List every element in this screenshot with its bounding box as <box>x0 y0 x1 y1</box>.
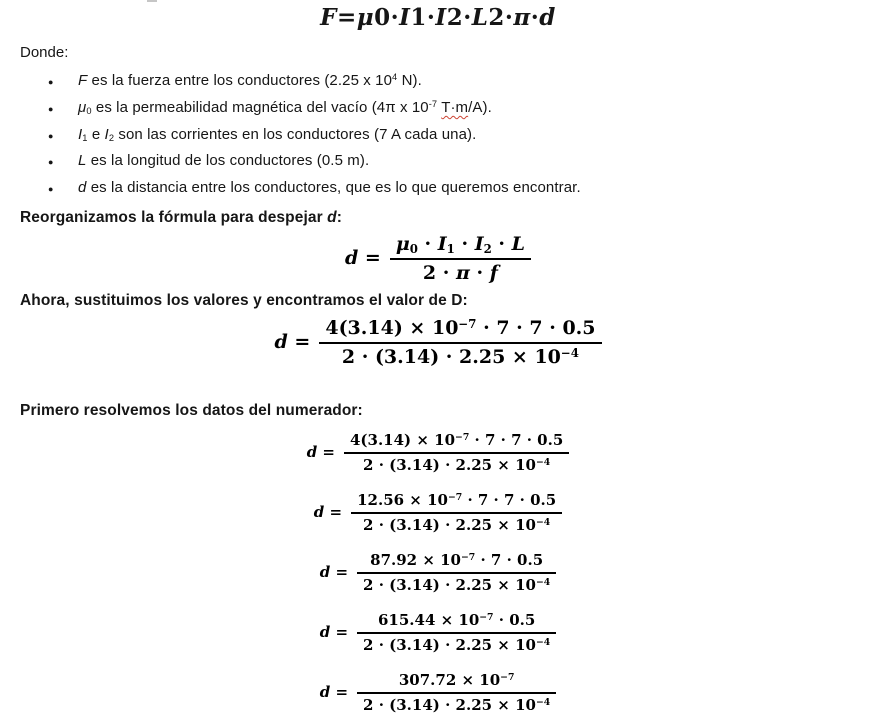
bullet-text: L es la longitud de los conductores (0.5 m). <box>78 152 370 170</box>
fraction <box>357 611 556 654</box>
fraction-denominator: $2 \cdot (3.14) \cdot 2.25 \times 10^{-4}$ <box>344 452 569 474</box>
fraction <box>344 431 569 474</box>
formula-lhs: d = <box>319 563 349 582</box>
fraction-denominator: 2 · π · f <box>390 258 531 284</box>
bullet-marker: ● <box>48 157 54 168</box>
fraction-numerator: $87.92 \times 10^{-7} \cdot 7 \cdot 0.5$ <box>370 550 544 569</box>
fraction <box>390 233 531 284</box>
bullet-item-permeability <box>0 95 876 122</box>
bullet-item-distance <box>0 175 876 202</box>
fraction-numerator: $307.72 \times 10^{-7}$ <box>398 670 515 689</box>
cropped-text-artifact <box>147 0 157 2</box>
fraction-denominator: $2 \cdot (3.14) \cdot 2.25 \times 10^{-4}$ <box>357 692 556 714</box>
heading-numerator: Primero resolvemos los datos del numerador: <box>20 401 363 419</box>
bullet-text: $\mu_0$ es la permeabilidad magnética del vacío (4π x $10^{-7}$ T·m/A). <box>78 98 492 117</box>
fraction-numerator: $12.56 \times 10^{-7} \cdot 7 \cdot 7 \cdot 0.5$ <box>357 490 557 509</box>
formula-lhs: d = <box>319 683 349 702</box>
formula-lhs: d = <box>313 503 343 522</box>
fraction-denominator: $2 \cdot (3.14) \cdot 2.25 \times 10^{-4}$ <box>351 512 562 534</box>
fraction <box>357 671 556 714</box>
bullet-item-force <box>0 68 876 95</box>
fraction <box>351 491 562 534</box>
fraction <box>357 551 556 594</box>
bullet-item-currents <box>0 122 876 149</box>
formula-step-5 <box>0 671 876 714</box>
bullet-marker: ● <box>48 130 54 141</box>
formula-lhs: d = <box>319 623 349 642</box>
fraction-denominator: $2 \cdot (3.14) \cdot 2.25 \times 10^{-4}$ <box>357 572 556 594</box>
heading-reorganize: Reorganizamos la fórmula para despejar d: <box>20 208 342 226</box>
fraction-numerator: $615.44 \times 10^{-7} \cdot 0.5$ <box>377 610 536 629</box>
bullet-marker: ● <box>48 184 54 195</box>
formula-step-3 <box>0 551 876 594</box>
bullet-marker: ● <box>48 77 54 87</box>
bullet-list <box>0 68 876 202</box>
formula-reorganized <box>0 233 876 284</box>
fraction-numerator: $4(3.14) \times 10^{-7} \cdot 7 \cdot 7 \cdot 0.5$ <box>349 430 564 449</box>
heading-substitute: Ahora, sustituimos los valores y encontramos el valor de D: <box>20 291 468 309</box>
fraction-numerator: $\mu_0 \cdot I_1 \cdot I_2 \cdot L$ <box>395 232 526 257</box>
formula-lhs: d = <box>344 247 381 270</box>
donde-label: Donde: <box>20 44 69 61</box>
formula-step-4 <box>0 611 876 654</box>
title-formula: F=μ0·I1·I2·L2·π·d <box>320 4 556 31</box>
formula-substituted <box>0 317 876 368</box>
bullet-item-length <box>0 148 876 175</box>
fraction-denominator: $2 \cdot (3.14) \cdot 2.25 \times 10^{-4}$ <box>319 342 601 368</box>
formula-lhs: d = <box>274 331 311 354</box>
formula-step-2 <box>0 491 876 534</box>
bullet-marker: ● <box>48 103 54 114</box>
bullet-text: d es la distancia entre los conductores, que es lo que queremos encontrar. <box>78 179 581 197</box>
bullet-text: F es la fuerza entre los conductores (2.25 x $10^4$ N). <box>78 71 422 89</box>
formula-step-1 <box>0 431 876 474</box>
fraction-numerator: $4(3.14) \times 10^{-7} \cdot 7 \cdot 7 \cdot 0.5$ <box>325 316 596 339</box>
fraction <box>319 317 601 368</box>
formula-lhs: d = <box>306 443 335 462</box>
bullet-text: $I_1$ e $I_2$ son las corrientes en los conductores (7 A cada una). <box>78 125 477 144</box>
fraction-denominator: $2 \cdot (3.14) \cdot 2.25 \times 10^{-4}$ <box>357 632 556 654</box>
